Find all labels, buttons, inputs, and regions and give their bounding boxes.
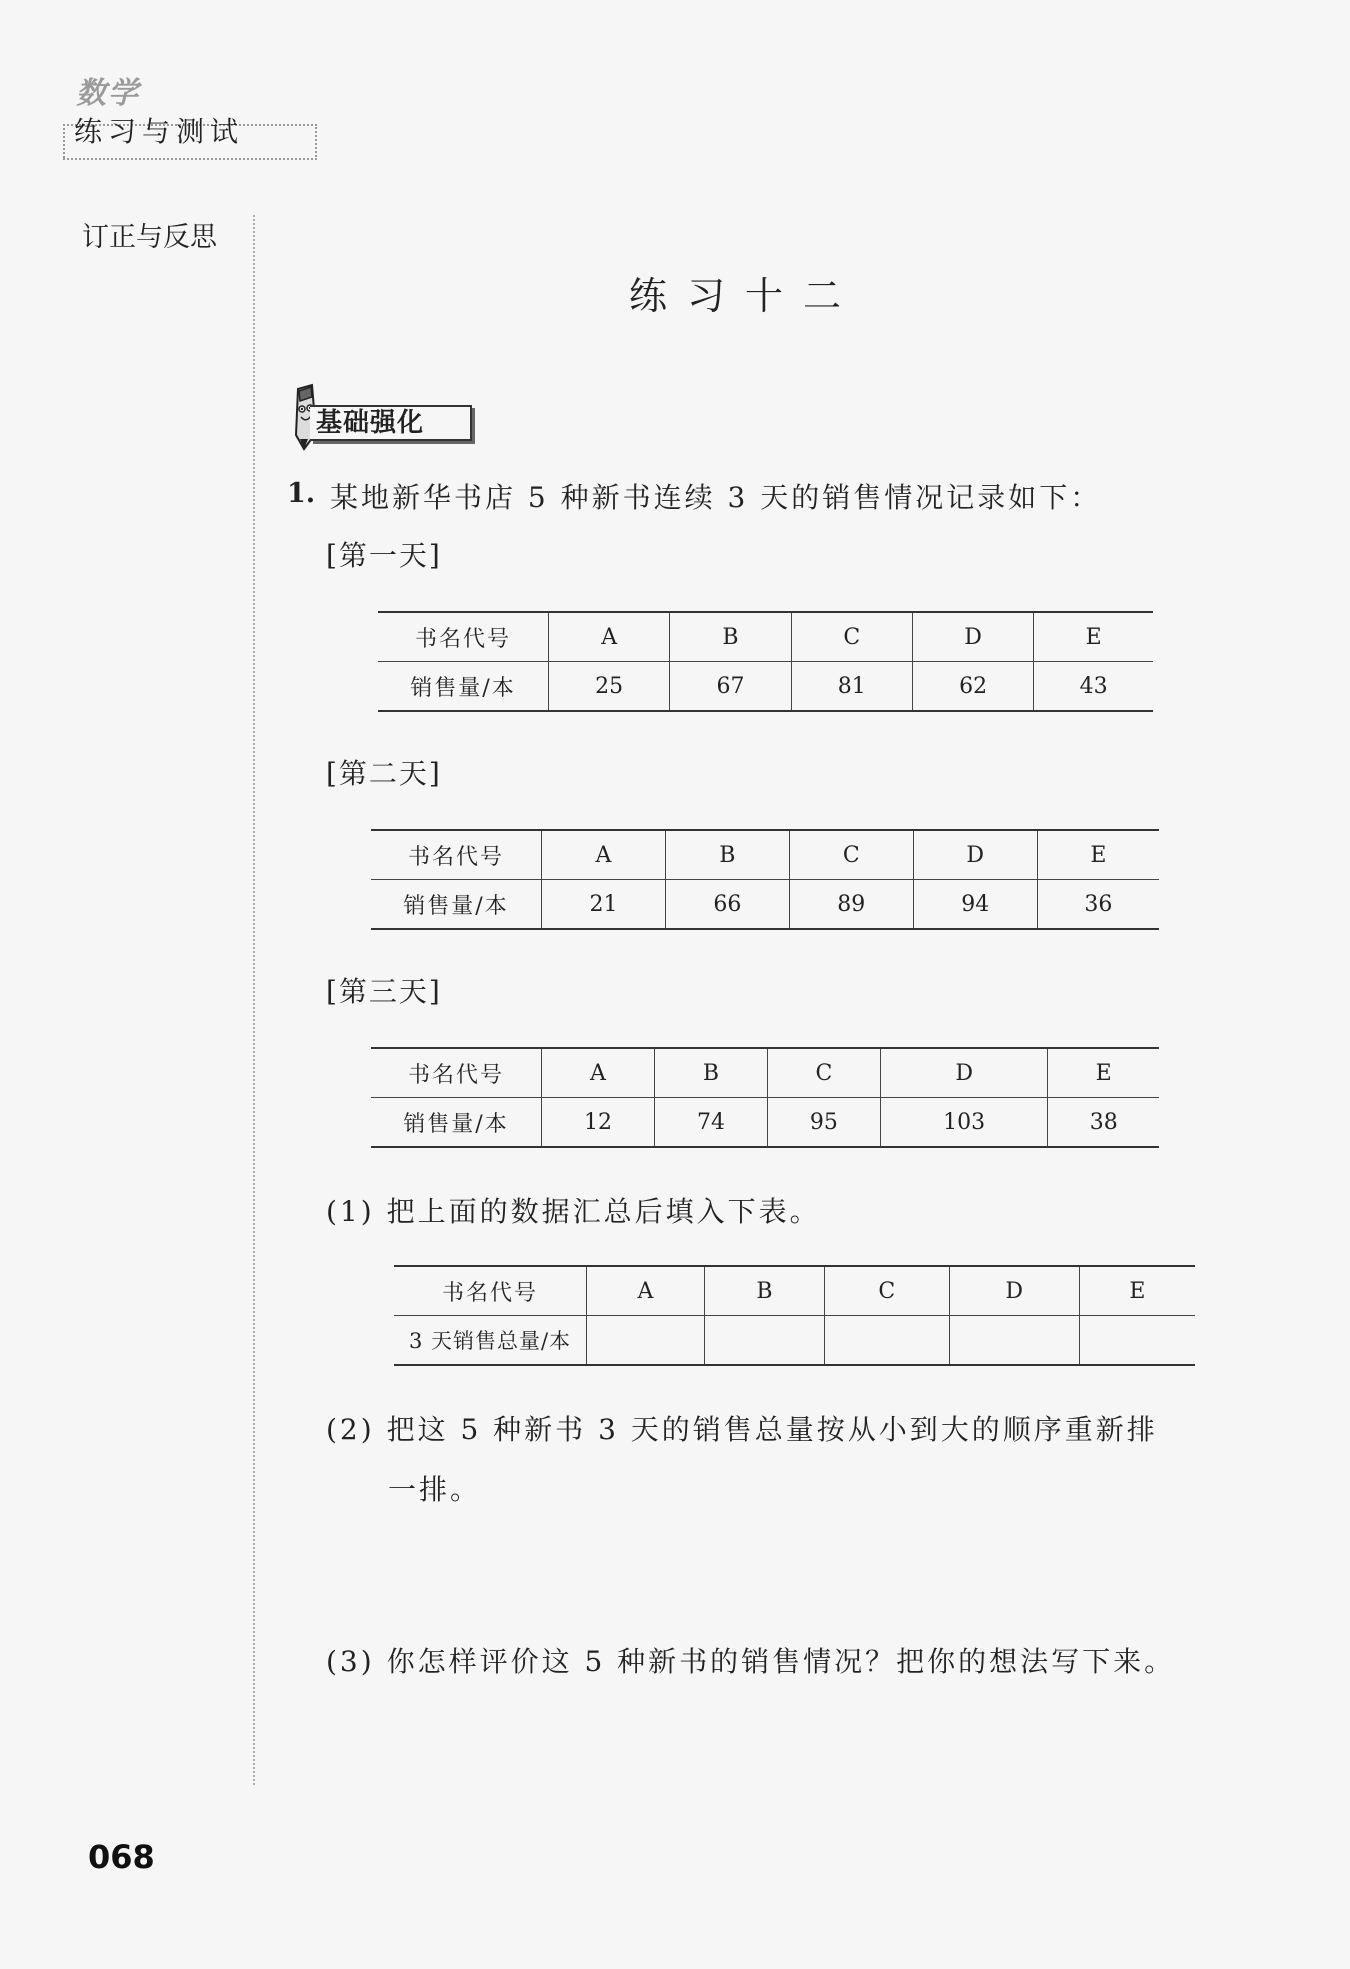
sales-cell: 81	[791, 662, 912, 712]
book-cell: A	[542, 1048, 655, 1098]
total-answer-cell[interactable]	[587, 1316, 705, 1366]
book-cell: D	[913, 830, 1037, 880]
book-cell: B	[670, 612, 791, 662]
table-row	[371, 1098, 1159, 1148]
question-text: 某地新华书店 5 种新书连续 3 天的销售情况记录如下：	[330, 481, 1102, 514]
sub-question-1: (1) 把上面的数据汇总后填入下表。	[326, 1195, 821, 1228]
book-cell: A	[542, 830, 666, 880]
book-cell: A	[549, 612, 670, 662]
page-title: 练习十二	[628, 274, 861, 318]
sales-cell: 74	[654, 1098, 767, 1148]
header-dotted-box-left	[63, 124, 65, 158]
header-cell: 书名代号	[371, 830, 542, 880]
sub-question-2-line1: (2) 把这 5 种新书 3 天的销售总量按从小到大的顺序重新排	[326, 1413, 1158, 1446]
sales-cell: 12	[542, 1098, 655, 1148]
header-cell: 书名代号	[394, 1266, 587, 1316]
sales-cell: 38	[1048, 1098, 1159, 1148]
book-cell: E	[1048, 1048, 1159, 1098]
book-cell: A	[587, 1266, 705, 1316]
table-row	[378, 612, 1153, 662]
book-cell: B	[704, 1266, 824, 1316]
row-label-cell: 销售量/本	[371, 1098, 542, 1148]
book-cell: D	[880, 1048, 1048, 1098]
book-cell: D	[949, 1266, 1079, 1316]
table-row	[394, 1266, 1195, 1316]
day1-sales-table	[378, 611, 1153, 712]
sales-cell: 43	[1034, 662, 1153, 712]
sales-cell: 36	[1037, 880, 1159, 930]
book-cell: C	[791, 612, 912, 662]
total-answer-cell[interactable]	[704, 1316, 824, 1366]
sales-cell: 25	[549, 662, 670, 712]
total-answer-cell[interactable]	[1079, 1316, 1195, 1366]
summary-table	[394, 1265, 1195, 1366]
book-cell: C	[767, 1048, 880, 1098]
sub-question-3: (3) 你怎样评价这 5 种新书的销售情况？把你的想法写下来。	[326, 1645, 1176, 1678]
question-number: 1.	[287, 478, 316, 509]
row-label-cell: 销售量/本	[371, 880, 542, 930]
table-row	[371, 1048, 1159, 1098]
sales-cell: 21	[542, 880, 666, 930]
day3-label: [第三天]	[326, 975, 442, 1008]
table-row	[371, 880, 1159, 930]
book-cell: B	[665, 830, 789, 880]
sales-cell: 62	[912, 662, 1033, 712]
table-row	[394, 1316, 1195, 1366]
page-number: 068	[88, 1838, 155, 1876]
day1-label: [第一天]	[326, 539, 442, 572]
sales-cell: 103	[880, 1098, 1048, 1148]
day2-sales-table	[371, 829, 1159, 930]
sales-cell: 89	[789, 880, 913, 930]
table-row	[371, 830, 1159, 880]
table-row	[378, 662, 1153, 712]
row-label-cell: 销售量/本	[378, 662, 549, 712]
day3-sales-table	[371, 1047, 1159, 1148]
book-cell: E	[1034, 612, 1153, 662]
row-label-cell: 3 天销售总量/本	[394, 1316, 587, 1366]
total-answer-cell[interactable]	[824, 1316, 949, 1366]
header-cell: 书名代号	[378, 612, 549, 662]
section-label: 基础强化	[310, 405, 472, 441]
day2-label: [第二天]	[326, 757, 442, 790]
sales-cell: 67	[670, 662, 791, 712]
sales-cell: 66	[665, 880, 789, 930]
margin-title: 订正与反思	[82, 222, 217, 253]
book-cell: E	[1079, 1266, 1195, 1316]
header-cell: 书名代号	[371, 1048, 542, 1098]
sales-cell: 95	[767, 1098, 880, 1148]
series-title: 练习与测试	[74, 115, 245, 148]
total-answer-cell[interactable]	[949, 1316, 1079, 1366]
book-cell: B	[654, 1048, 767, 1098]
book-cell: E	[1037, 830, 1159, 880]
book-cell: C	[789, 830, 913, 880]
sub-question-2-line2: 一排。	[388, 1473, 482, 1506]
margin-divider	[253, 215, 255, 1785]
sales-cell: 94	[913, 880, 1037, 930]
book-cell: C	[824, 1266, 949, 1316]
book-cell: D	[912, 612, 1033, 662]
subject-label: 数学	[76, 76, 140, 111]
